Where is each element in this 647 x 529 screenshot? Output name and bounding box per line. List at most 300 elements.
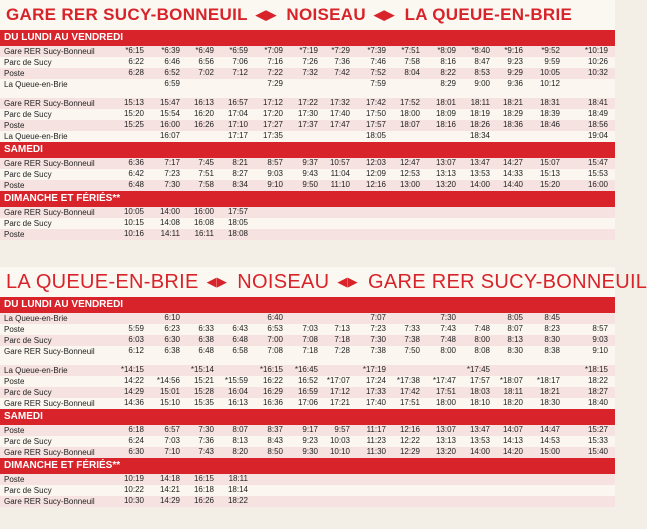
- time-cell: 7:58: [404, 57, 420, 66]
- time-cell: 14:21: [159, 485, 180, 494]
- time-cell: 14:13: [502, 436, 523, 445]
- timetable-row: [0, 207, 615, 218]
- time-cell: 14:20: [502, 447, 523, 456]
- time-cell: 18:31: [539, 98, 560, 107]
- time-cell: 17:51: [435, 387, 456, 396]
- time-cell: 7:33: [404, 324, 420, 333]
- time-cell: 18:14: [227, 485, 248, 494]
- time-cell: 15:47: [587, 158, 608, 167]
- time-cell: 18:22: [587, 376, 608, 385]
- time-cell: 8:27: [232, 169, 248, 178]
- time-cell: *18:15: [584, 365, 608, 374]
- time-cells: [124, 425, 615, 436]
- time-cell: *15:59: [224, 376, 248, 385]
- time-cell: 7:23: [164, 169, 180, 178]
- section-heading: SAMEDI: [0, 409, 615, 425]
- time-cell: 9:10: [592, 346, 608, 355]
- time-cell: 10:57: [329, 158, 350, 167]
- time-cells: [124, 207, 615, 218]
- time-cell: 14:27: [502, 158, 523, 167]
- time-cell: 17:24: [365, 376, 386, 385]
- timetable-row: [0, 98, 615, 109]
- timetable-row: [0, 398, 615, 409]
- time-cell: 9:03: [267, 169, 283, 178]
- time-cell: 7:58: [198, 180, 214, 189]
- time-cell: 6:12: [128, 346, 144, 355]
- time-cell: 18:26: [469, 120, 490, 129]
- time-cell: 18:40: [587, 398, 608, 407]
- time-cell: 9:23: [302, 436, 318, 445]
- time-cell: *17:19: [362, 365, 386, 374]
- time-cell: 13:47: [469, 425, 490, 434]
- section-heading: DU LUNDI AU VENDREDI: [0, 297, 615, 313]
- timetable-row: [0, 158, 615, 169]
- timetable-row: [0, 109, 615, 120]
- stop-name: Poste: [4, 121, 25, 130]
- time-cell: *9:16: [504, 46, 523, 55]
- stop-name: La Queue-en-Brie: [4, 366, 68, 375]
- time-cell: *14:56: [156, 376, 180, 385]
- stop-name: La Queue-en-Brie: [4, 314, 68, 323]
- stop-name: Parc de Sucy: [4, 170, 52, 179]
- route-stop-name: NOISEAU: [286, 5, 366, 24]
- time-cell: 7:30: [198, 425, 214, 434]
- direction-arrows-icon: ◀▶: [337, 274, 358, 289]
- time-cell: 15:10: [159, 398, 180, 407]
- time-cell: 14:40: [502, 180, 523, 189]
- time-cell: 10:16: [123, 229, 144, 238]
- time-cell: 17:42: [399, 387, 420, 396]
- time-cell: 8:47: [474, 57, 490, 66]
- timetable-row: [0, 313, 615, 324]
- time-cell: 8:20: [232, 447, 248, 456]
- time-cell: *6:59: [229, 46, 248, 55]
- time-cell: 17:21: [329, 398, 350, 407]
- time-cell: 7:08: [302, 335, 318, 344]
- time-cells: [124, 120, 615, 131]
- time-cell: *6:15: [125, 46, 144, 55]
- time-cell: 14:07: [502, 425, 523, 434]
- time-cell: 6:40: [267, 313, 283, 322]
- time-cells: [124, 218, 615, 229]
- time-cell: 13:00: [399, 180, 420, 189]
- time-cell: 9:23: [507, 57, 523, 66]
- time-cell: 16:00: [159, 120, 180, 129]
- time-cells: [124, 98, 615, 109]
- time-cell: 7:59: [370, 79, 386, 88]
- time-cell: 15:40: [587, 447, 608, 456]
- time-cell: 8:22: [440, 68, 456, 77]
- time-cell: 7:30: [370, 335, 386, 344]
- time-cell: 14:29: [123, 387, 144, 396]
- time-cell: 7:16: [267, 57, 283, 66]
- time-cell: 10:10: [329, 447, 350, 456]
- time-cells: [124, 496, 615, 507]
- time-cell: 18:20: [502, 398, 523, 407]
- time-cell: 18:00: [399, 109, 420, 118]
- time-cell: 18:29: [502, 109, 523, 118]
- time-cell: *17:07: [326, 376, 350, 385]
- section-heading: DU LUNDI AU VENDREDI: [0, 30, 615, 46]
- time-cell: 8:30: [507, 346, 523, 355]
- timetable-row: [0, 447, 615, 458]
- time-cell: 9:29: [507, 68, 523, 77]
- time-cell: 7:52: [370, 68, 386, 77]
- time-cell: 7:17: [164, 158, 180, 167]
- time-cell: 6:38: [198, 335, 214, 344]
- route-stop-name: GARE RER SUCY-BONNEUIL: [6, 5, 248, 24]
- time-cell: *7:39: [367, 46, 386, 55]
- time-cell: 16:04: [227, 387, 248, 396]
- time-cell: 18:34: [469, 131, 490, 140]
- time-cell: 17:50: [365, 109, 386, 118]
- time-cell: 18:56: [587, 120, 608, 129]
- time-cell: 8:37: [267, 425, 283, 434]
- time-cell: *7:09: [264, 46, 283, 55]
- time-cell: 16:07: [159, 131, 180, 140]
- time-cell: *18:07: [499, 376, 523, 385]
- stop-name: Poste: [4, 69, 25, 78]
- time-cell: 6:43: [232, 324, 248, 333]
- time-cell: 18:21: [539, 387, 560, 396]
- time-cells: [124, 485, 615, 496]
- route-stop-name: GARE RER SUCY-BONNEUIL: [367, 270, 647, 293]
- time-cell: 8:43: [267, 436, 283, 445]
- time-cell: 6:36: [128, 158, 144, 167]
- time-cell: 18:11: [228, 474, 248, 483]
- time-cell: 7:45: [198, 158, 214, 167]
- time-cell: 10:12: [539, 79, 560, 88]
- time-cell: 6:56: [198, 57, 214, 66]
- time-cell: 14:29: [159, 496, 180, 505]
- section-heading: SAMEDI: [0, 142, 615, 158]
- timetable-row: [0, 376, 615, 387]
- timetable-top: [0, 0, 615, 240]
- time-cell: 8:13: [507, 335, 523, 344]
- time-cell: *7:29: [331, 46, 350, 55]
- timetable-row: [0, 324, 615, 335]
- timetable-row: [0, 46, 615, 57]
- time-cell: 7:07: [370, 313, 386, 322]
- time-cell: 6:23: [164, 324, 180, 333]
- time-cells: [124, 436, 615, 447]
- route-stop-name: LA QUEUE-EN-BRIE: [6, 270, 199, 293]
- time-cell: 12:09: [365, 169, 386, 178]
- time-cell: *14:15: [120, 365, 144, 374]
- time-cell: 17:40: [365, 398, 386, 407]
- time-cell: 12:16: [365, 180, 386, 189]
- time-cell: 7:03: [302, 324, 318, 333]
- time-cell: 18:19: [469, 109, 490, 118]
- time-cell: 6:30: [128, 447, 144, 456]
- stop-name: Poste: [4, 325, 25, 334]
- time-cell: 8:45: [544, 313, 560, 322]
- time-cells: [124, 169, 615, 180]
- time-cell: *17:47: [432, 376, 456, 385]
- time-cell: 9:43: [302, 169, 318, 178]
- route-stop-name: NOISEAU: [237, 270, 330, 293]
- time-cell: 18:41: [587, 98, 608, 107]
- time-cell: 7:43: [440, 324, 456, 333]
- time-cell: 16:22: [262, 376, 283, 385]
- time-cell: 10:19: [123, 474, 144, 483]
- time-cell: 7:51: [198, 169, 214, 178]
- time-cell: 17:30: [297, 109, 318, 118]
- time-cell: 16:15: [193, 474, 214, 483]
- timetable-row: [0, 474, 615, 485]
- time-cells: [124, 346, 615, 357]
- time-cell: 10:15: [123, 218, 144, 227]
- stop-name: Gare RER Sucy-Bonneuil: [4, 99, 95, 108]
- group-spacer: [0, 90, 615, 98]
- time-cell: 8:38: [544, 346, 560, 355]
- time-cell: 18:27: [587, 387, 608, 396]
- time-cell: 7:06: [232, 57, 248, 66]
- time-cell: 8:34: [232, 180, 248, 189]
- time-cell: 16:18: [193, 485, 214, 494]
- time-cell: 6:53: [267, 324, 283, 333]
- time-cell: 18:09: [435, 109, 456, 118]
- time-cell: 9:36: [507, 79, 523, 88]
- time-cell: *18:17: [536, 376, 560, 385]
- time-cell: 14:11: [160, 229, 180, 238]
- time-cell: 15:33: [587, 436, 608, 445]
- time-cell: 17:33: [365, 387, 386, 396]
- time-cells: [124, 229, 615, 240]
- timetable-bottom: [0, 267, 647, 507]
- time-cell: 18:03: [469, 387, 490, 396]
- stop-name: La Queue-en-Brie: [4, 80, 68, 89]
- time-cell: 8:07: [232, 425, 248, 434]
- time-cell: 17:12: [329, 387, 350, 396]
- time-cell: 7:22: [267, 68, 283, 77]
- time-cell: 19:04: [587, 131, 608, 140]
- section-heading: DIMANCHE ET FÉRIÉS**: [0, 458, 615, 474]
- stop-name: La Queue-en-Brie: [4, 132, 68, 141]
- time-cell: 18:11: [470, 98, 490, 107]
- time-cell: 16:59: [297, 387, 318, 396]
- time-cell: 17:27: [262, 120, 283, 129]
- stop-name: Gare RER Sucy-Bonneuil: [4, 448, 95, 457]
- time-cell: 7:32: [302, 68, 318, 77]
- time-cell: 18:30: [539, 398, 560, 407]
- time-cell: 7:10: [164, 447, 180, 456]
- stop-name: Gare RER Sucy-Bonneuil: [4, 347, 95, 356]
- time-cell: 7:29: [267, 79, 283, 88]
- time-cell: 15:20: [539, 180, 560, 189]
- time-cell: 8:30: [544, 335, 560, 344]
- time-cell: 15:35: [193, 398, 214, 407]
- time-cell: 14:08: [159, 218, 180, 227]
- time-cell: *16:45: [294, 365, 318, 374]
- time-cell: 14:53: [539, 436, 560, 445]
- time-cells: [124, 180, 615, 191]
- time-cell: 15:20: [123, 109, 144, 118]
- time-cell: 6:46: [164, 57, 180, 66]
- time-cell: 7:48: [440, 335, 456, 344]
- time-cell: 17:42: [365, 98, 386, 107]
- time-cells: [124, 474, 615, 485]
- time-cell: 17:10: [227, 120, 248, 129]
- stop-name: Gare RER Sucy-Bonneuil: [4, 159, 95, 168]
- time-cell: 8:13: [232, 436, 248, 445]
- time-cell: 18:00: [435, 398, 456, 407]
- time-cell: 7:38: [370, 346, 386, 355]
- direction-arrows-icon: ◀▶: [206, 274, 228, 289]
- stop-name: Poste: [4, 377, 25, 386]
- time-cell: 11:04: [330, 169, 350, 178]
- time-cell: 15:27: [587, 425, 608, 434]
- time-cell: *17:38: [396, 376, 420, 385]
- time-cell: 8:50: [267, 447, 283, 456]
- time-cell: 18:10: [469, 398, 490, 407]
- time-cell: 5:59: [128, 324, 144, 333]
- time-cell: 9:57: [334, 425, 350, 434]
- time-cell: 15:13: [123, 98, 144, 107]
- time-cell: 17:57: [227, 207, 248, 216]
- time-cells: [124, 387, 615, 398]
- timetable-row: [0, 425, 615, 436]
- time-cell: 15:00: [539, 447, 560, 456]
- stop-name: Gare RER Sucy-Bonneuil: [4, 208, 95, 217]
- timetable-row: [0, 79, 615, 90]
- time-cell: 13:13: [435, 436, 456, 445]
- time-cell: 8:29: [440, 79, 456, 88]
- group-spacer: [0, 357, 615, 365]
- time-cell: 16:08: [193, 218, 214, 227]
- time-cell: 18:36: [502, 120, 523, 129]
- time-cell: 7:00: [267, 335, 283, 344]
- time-cell: 18:08: [227, 229, 248, 238]
- time-cell: 18:05: [365, 131, 386, 140]
- time-cell: 6:52: [164, 68, 180, 77]
- time-cell: 7:50: [404, 346, 420, 355]
- time-cell: 8:04: [404, 68, 420, 77]
- time-cell: 14:18: [159, 474, 180, 483]
- time-cell: *8:09: [437, 46, 456, 55]
- time-cell: 7:03: [164, 436, 180, 445]
- time-cell: 8:00: [440, 346, 456, 355]
- time-cell: 16:13: [193, 98, 214, 107]
- stop-name: Gare RER Sucy-Bonneuil: [4, 497, 95, 506]
- time-cell: 18:39: [539, 109, 560, 118]
- time-cell: 11:17: [366, 425, 386, 434]
- time-cell: 18:01: [435, 98, 456, 107]
- time-cell: 9:03: [592, 335, 608, 344]
- stop-name: Parc de Sucy: [4, 58, 52, 67]
- time-cell: 6:03: [128, 335, 144, 344]
- time-cell: 7:36: [198, 436, 214, 445]
- stop-name: Gare RER Sucy-Bonneuil: [4, 399, 95, 408]
- time-cell: 8:57: [592, 324, 608, 333]
- timetable-row: [0, 335, 615, 346]
- route-stop-name: LA QUEUE-EN-BRIE: [404, 5, 573, 24]
- time-cell: 18:21: [502, 98, 523, 107]
- timetable-row: [0, 169, 615, 180]
- time-cell: 14:00: [159, 207, 180, 216]
- time-cell: 13:20: [435, 447, 456, 456]
- time-cell: 17:57: [469, 376, 490, 385]
- time-cell: 6:18: [128, 425, 144, 434]
- time-cell: 8:16: [440, 57, 456, 66]
- stop-name: Poste: [4, 181, 25, 190]
- time-cells: [124, 131, 615, 142]
- time-cell: *6:49: [195, 46, 214, 55]
- time-cell: 7:28: [334, 346, 350, 355]
- time-cells: [124, 46, 615, 57]
- time-cell: 16:00: [193, 207, 214, 216]
- time-cell: 18:16: [435, 120, 456, 129]
- time-cells: [124, 68, 615, 79]
- time-cell: 13:07: [435, 158, 456, 167]
- time-cell: 9:10: [267, 180, 283, 189]
- time-cell: 15:47: [159, 98, 180, 107]
- time-cell: 10:05: [123, 207, 144, 216]
- time-cell: 17:47: [329, 120, 350, 129]
- time-cell: 16:29: [262, 387, 283, 396]
- stop-name: Parc de Sucy: [4, 437, 52, 446]
- stop-name: Poste: [4, 230, 25, 239]
- time-cell: 18:22: [227, 496, 248, 505]
- time-cell: 9:17: [302, 425, 318, 434]
- stop-name: Parc de Sucy: [4, 336, 52, 345]
- time-cell: 15:53: [587, 169, 608, 178]
- time-cell: 15:25: [123, 120, 144, 129]
- time-cell: 10:05: [539, 68, 560, 77]
- time-cell: 6:22: [128, 57, 144, 66]
- time-cell: 7:30: [440, 313, 456, 322]
- stop-name: Poste: [4, 426, 25, 435]
- time-cell: 10:26: [587, 57, 608, 66]
- time-cell: 16:52: [297, 376, 318, 385]
- timetable-row: [0, 436, 615, 447]
- time-cell: 17:32: [329, 98, 350, 107]
- time-cell: 9:00: [474, 79, 490, 88]
- time-cells: [124, 109, 615, 120]
- time-cell: 13:47: [469, 158, 490, 167]
- time-cell: 7:02: [198, 68, 214, 77]
- stop-name: Parc de Sucy: [4, 388, 52, 397]
- time-cell: 7:38: [404, 335, 420, 344]
- time-cells: [124, 158, 615, 169]
- section-heading: DIMANCHE ET FÉRIÉS**: [0, 191, 615, 207]
- time-cell: 9:59: [544, 57, 560, 66]
- time-cell: 17:40: [329, 109, 350, 118]
- time-cell: 6:58: [232, 346, 248, 355]
- time-cell: 17:06: [297, 398, 318, 407]
- direction-arrows-icon: ◀▶: [255, 7, 277, 22]
- time-cell: 14:00: [469, 447, 490, 456]
- time-cell: 6:38: [164, 346, 180, 355]
- time-cell: 12:22: [399, 436, 420, 445]
- time-cell: *15:14: [190, 365, 214, 374]
- time-cell: 16:26: [193, 496, 214, 505]
- timetable-row: [0, 120, 615, 131]
- time-cell: 17:37: [297, 120, 318, 129]
- time-cell: 10:22: [123, 485, 144, 494]
- timetable-row: [0, 496, 615, 507]
- time-cells: [124, 447, 615, 458]
- time-cell: *17:45: [466, 365, 490, 374]
- time-cell: 16:00: [587, 180, 608, 189]
- timetable-row: [0, 57, 615, 68]
- time-cells: [124, 376, 615, 387]
- time-cell: 16:13: [227, 398, 248, 407]
- time-cell: 12:03: [365, 158, 386, 167]
- timetable-row: [0, 485, 615, 496]
- time-cell: 16:26: [193, 120, 214, 129]
- time-cell: 6:28: [128, 68, 144, 77]
